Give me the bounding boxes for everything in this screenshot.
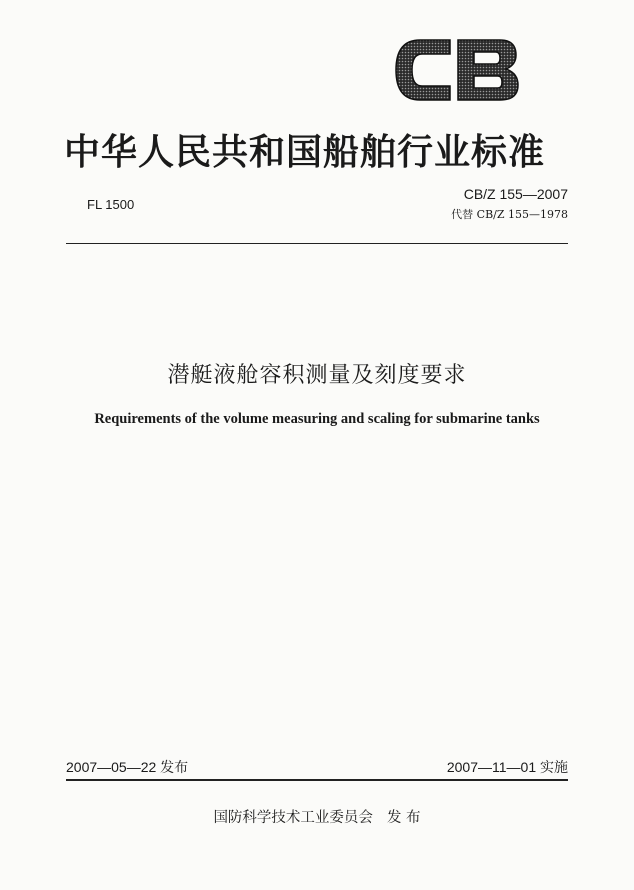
publisher <box>0 806 634 827</box>
implementation-date: 2007—11—01 实施 <box>446 759 568 775</box>
cb-logo <box>392 36 520 104</box>
industry-standard-title: 中华人民共和国船舶行业标准 <box>64 132 546 173</box>
footer-divider <box>66 779 568 781</box>
replaces-standard: 代替 CB/Z 155—1978 <box>451 208 568 221</box>
document-title-chinese: 潜艇液舱容积测量及刻度要求 <box>167 363 467 388</box>
header-divider <box>66 243 568 244</box>
publisher-action: 发 布 <box>386 810 421 826</box>
issue-date: 2007—05—22 发布 <box>66 759 189 775</box>
document-title-english: Requirements of the volume measuring and scaling for submarine tanks <box>94 411 540 427</box>
standard-number: CB/Z 155—2007 <box>463 186 568 202</box>
classification-code: FL 1500 <box>87 197 135 212</box>
publisher-name: 国防科学技术工业委员会 <box>213 810 373 826</box>
